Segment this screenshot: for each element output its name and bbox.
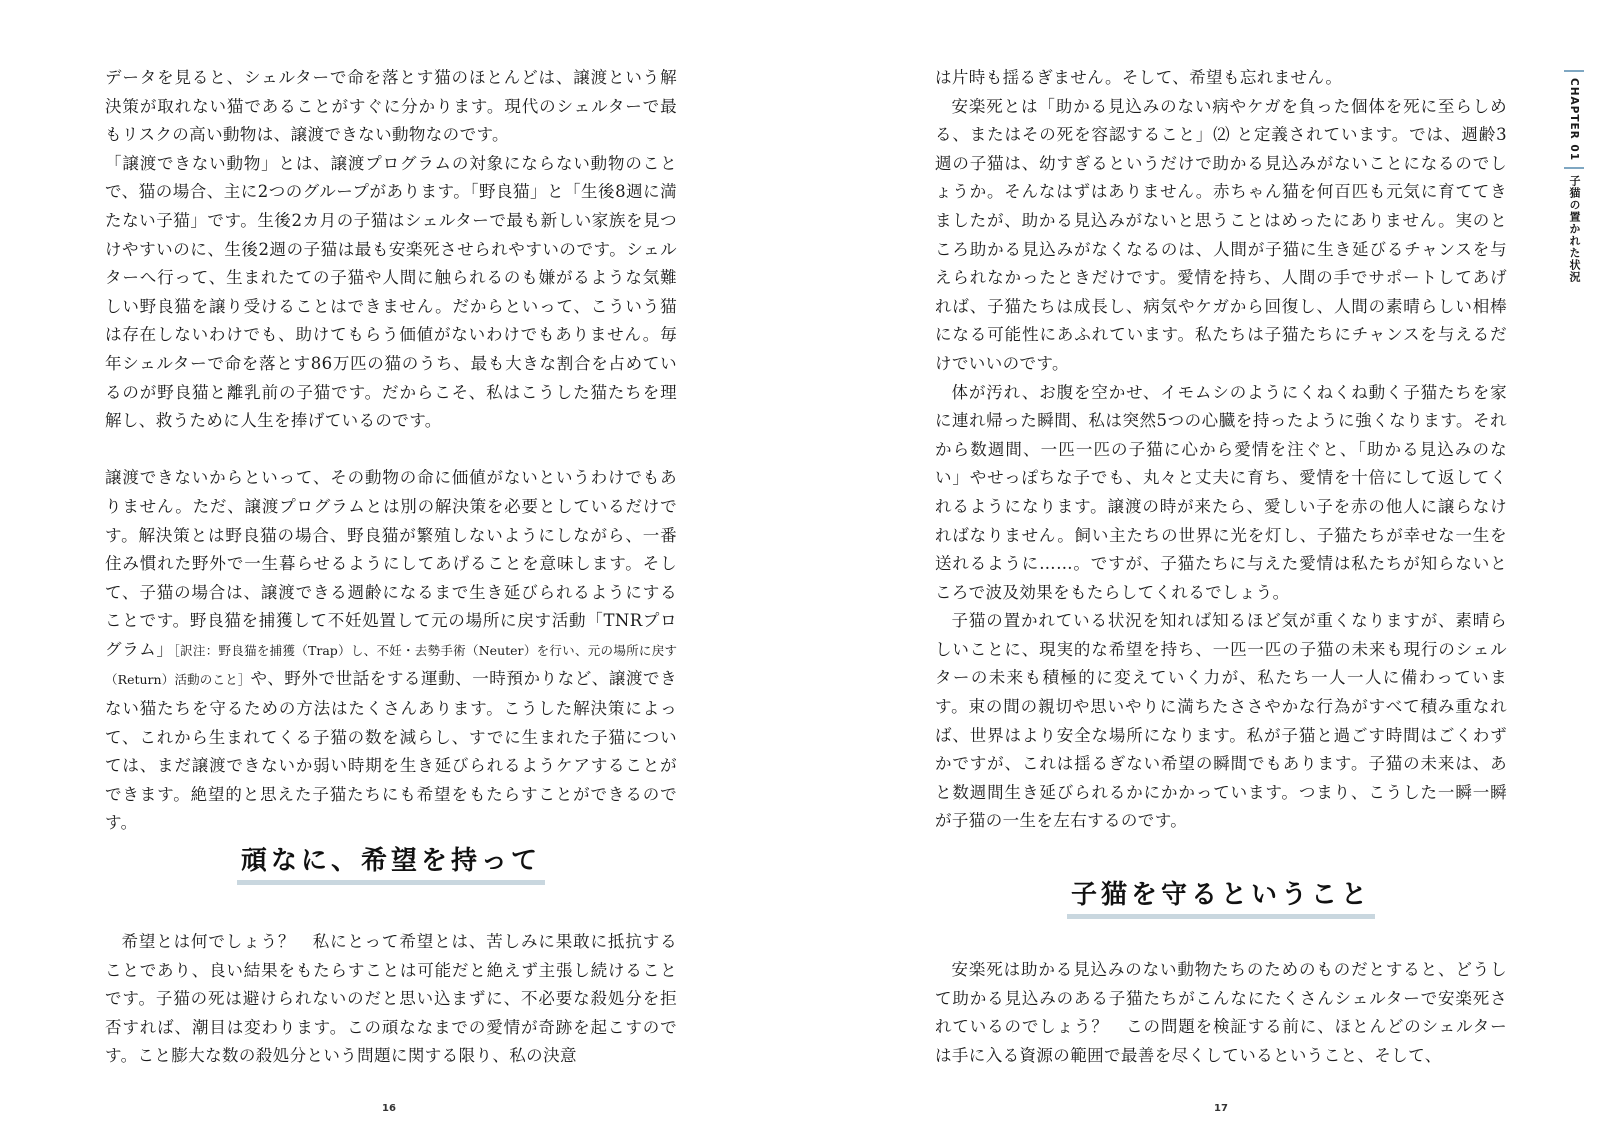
paragraph: 安楽死は助かる見込みのない動物たちのためのものだとすると、どうして助かる見込みのある子猫たちがこんなにたくさんシェルターで安楽死されているのでしょう？ この問題を検証する前に、ほとんどのシェルターは手に入る資源の範囲で最善を尽くしているということ、そして、	[935, 960, 1507, 1065]
tab-rule-top	[1564, 70, 1584, 72]
paragraph: 子猫の置かれている状況を知れば知るほど気が重くなりますが、素晴らしいことに、現実的な希望を持ち、一匹一匹の子猫の未来も現行のシェルターの未来も積極的に変えていく力が、私たち一人一人に備わっています。束の間の親切や思いやりに満ちたささやかな行為がすべて積み重なれば、世界はより安全な場所になります。私が子猫と過ごす時間はごくわずかですが、これは揺るぎない希望の瞬間でもあります。子猫の未来は、あと数週間生き延びられるかにかかっています。つまり、こうした一瞬一瞬が子猫の一生を左右するのです。	[935, 611, 1507, 831]
chapter-label: CHAPTER 01	[1568, 78, 1580, 162]
right-body-bottom	[935, 956, 1507, 1070]
paragraph-text: や、野外で世話をする運動、一時預かりなど、譲渡できない猫たちを守るための方法はたくさんあります。こうした解決策によって、これから生まれてくる子猫の数を減らし、すでに生まれた子猫については、まだ譲渡できないか弱い時期を生き延びられるようケアすることができます。絶望的と思えた子猫たちにも希望をもたらすことができるのです。	[105, 669, 677, 833]
left-body-bottom	[105, 928, 677, 1071]
paragraph: は片時も揺るぎません。そして、希望も忘れません。	[935, 68, 1343, 87]
chapter-title: 子猫の置かれた状況	[1568, 175, 1581, 284]
left-heading-wrap	[105, 844, 677, 885]
page-number: 17	[1214, 1103, 1228, 1114]
paragraph: 安楽死とは「助かる見込みのない病やケガを負った個体を死に至らしめる、またはその死を容認すること」⑵ と定義されています。では、週齢3週の子猫は、幼すぎるというだけで助かる見込みがないことになるのでしょうか。そんなはずはありません。赤ちゃん猫を何百匹も元気に育ててきましたが、助かる見込みがないと思うことはめったにありません。実のところ助かる見込みがなくなるのは、人間が子猫に生き延びるチャンスを与えられなかったときだけです。愛情を持ち、人間の手でサポートしてあげれば、子猫たちは成長し、病気やケガから回復し、人間の素晴らしい相棒になる可能性にあふれています。私たちは子猫たちにチャンスを与えるだけでいいのです。	[935, 96, 1507, 373]
tab-rule-middle	[1564, 167, 1584, 169]
paragraph: 「譲渡できない動物」とは、譲渡プログラムの対象にならない動物のことで、猫の場合、主に2つのグループがあります。「野良猫」と「生後8週に満たない子猫」です。生後2カ月の子猫はシェルターで最も新しい家族を見つけやすいのに、生後2週の子猫は最も安楽死させられやすいのです。シェルターへ行って、生まれたての子猫や人間に触られるのも嫌がるような気難しい野良猫を譲り受けることはできません。だからといって、こういう猫は存在しないわけでも、助けてもらう価値がないわけでもありません。毎年シェルターで命を落とす86万匹の猫のうち、最も大きな割合を占めているのが野良猫と離乳前の子猫です。だからこそ、私はこうした猫たちを理解し、救うために人生を捧げているのです。	[105, 153, 677, 431]
paragraph-text: 譲渡できないからといって、その動物の命に価値がないというわけでもありません。ただ、譲渡プログラムとは別の解決策を必要としているだけです。解決策とは野良猫の場合、野良猫が繁殖しないようにしながら、一番住み慣れた野外で一生暮らせるようにしてあげることを意味します。そして、子猫の場合は、譲渡できる週齢になるまで生き延びられるようにすることです。野良猫を捕獲して不妊処置して元の場所に戻す活動「TNRプログラム」	[105, 468, 677, 659]
right-page	[800, 0, 1600, 1141]
paragraph: 体が汚れ、お腹を空かせ、イモムシのようにくねくね動く子猫たちを家に連れ帰った瞬間、私は突然5つの心臓を持ったように強くなります。それから数週間、一匹一匹の子猫に心から愛情を注ぐと、「助かる見込みのない」やせっぽちな子でも、丸々と丈夫に育ち、愛情を十倍にして返してくれるようになります。譲渡の時が来たら、愛しい子を赤の他人に譲らなければなりません。飼い主たちの世界に光を灯し、子猫たちが幸せな一生を送れるように……。ですが、子猫たちに与えた愛情は私たちが知らないところで波及効果をもたらしてくれるでしょう。	[935, 382, 1507, 602]
right-heading-wrap	[935, 878, 1507, 919]
section-heading: 子猫を守るということ	[1067, 878, 1375, 919]
paragraph: データを見ると、シェルターで命を落とす猫のほとんどは、譲渡という解決策が取れない猫であることがすぐに分かります。現代のシェルターで最もリスクの高い動物は、譲渡できない動物なのです。	[105, 68, 677, 145]
chapter-tab	[1563, 70, 1585, 289]
right-body-top	[935, 64, 1507, 836]
paragraph: 希望とは何でしょう？ 私にとって希望とは、苦しみに果敢に抵抗することであり、良い結果をもたらすことは可能だと絶えず主張し続けることです。子猫の死は避けられないのだと思い込まずに、不必要な殺処分を拒否すれば、潮目は変わります。この頑ななまでの愛情が奇跡を起こすのです。こと膨大な数の殺処分という問題に関する限り、私の決意	[105, 932, 677, 1066]
paragraph	[105, 436, 677, 838]
translator-note: ［訳注：野良猫を捕獲（Trap）し、不妊・去勢手術（Neuter）を行い、元の場所に戻す（Return）活動のこと］	[105, 642, 677, 688]
left-body-top	[105, 64, 677, 838]
section-heading: 頑なに、希望を持って	[237, 844, 545, 885]
page-number: 16	[382, 1103, 396, 1114]
